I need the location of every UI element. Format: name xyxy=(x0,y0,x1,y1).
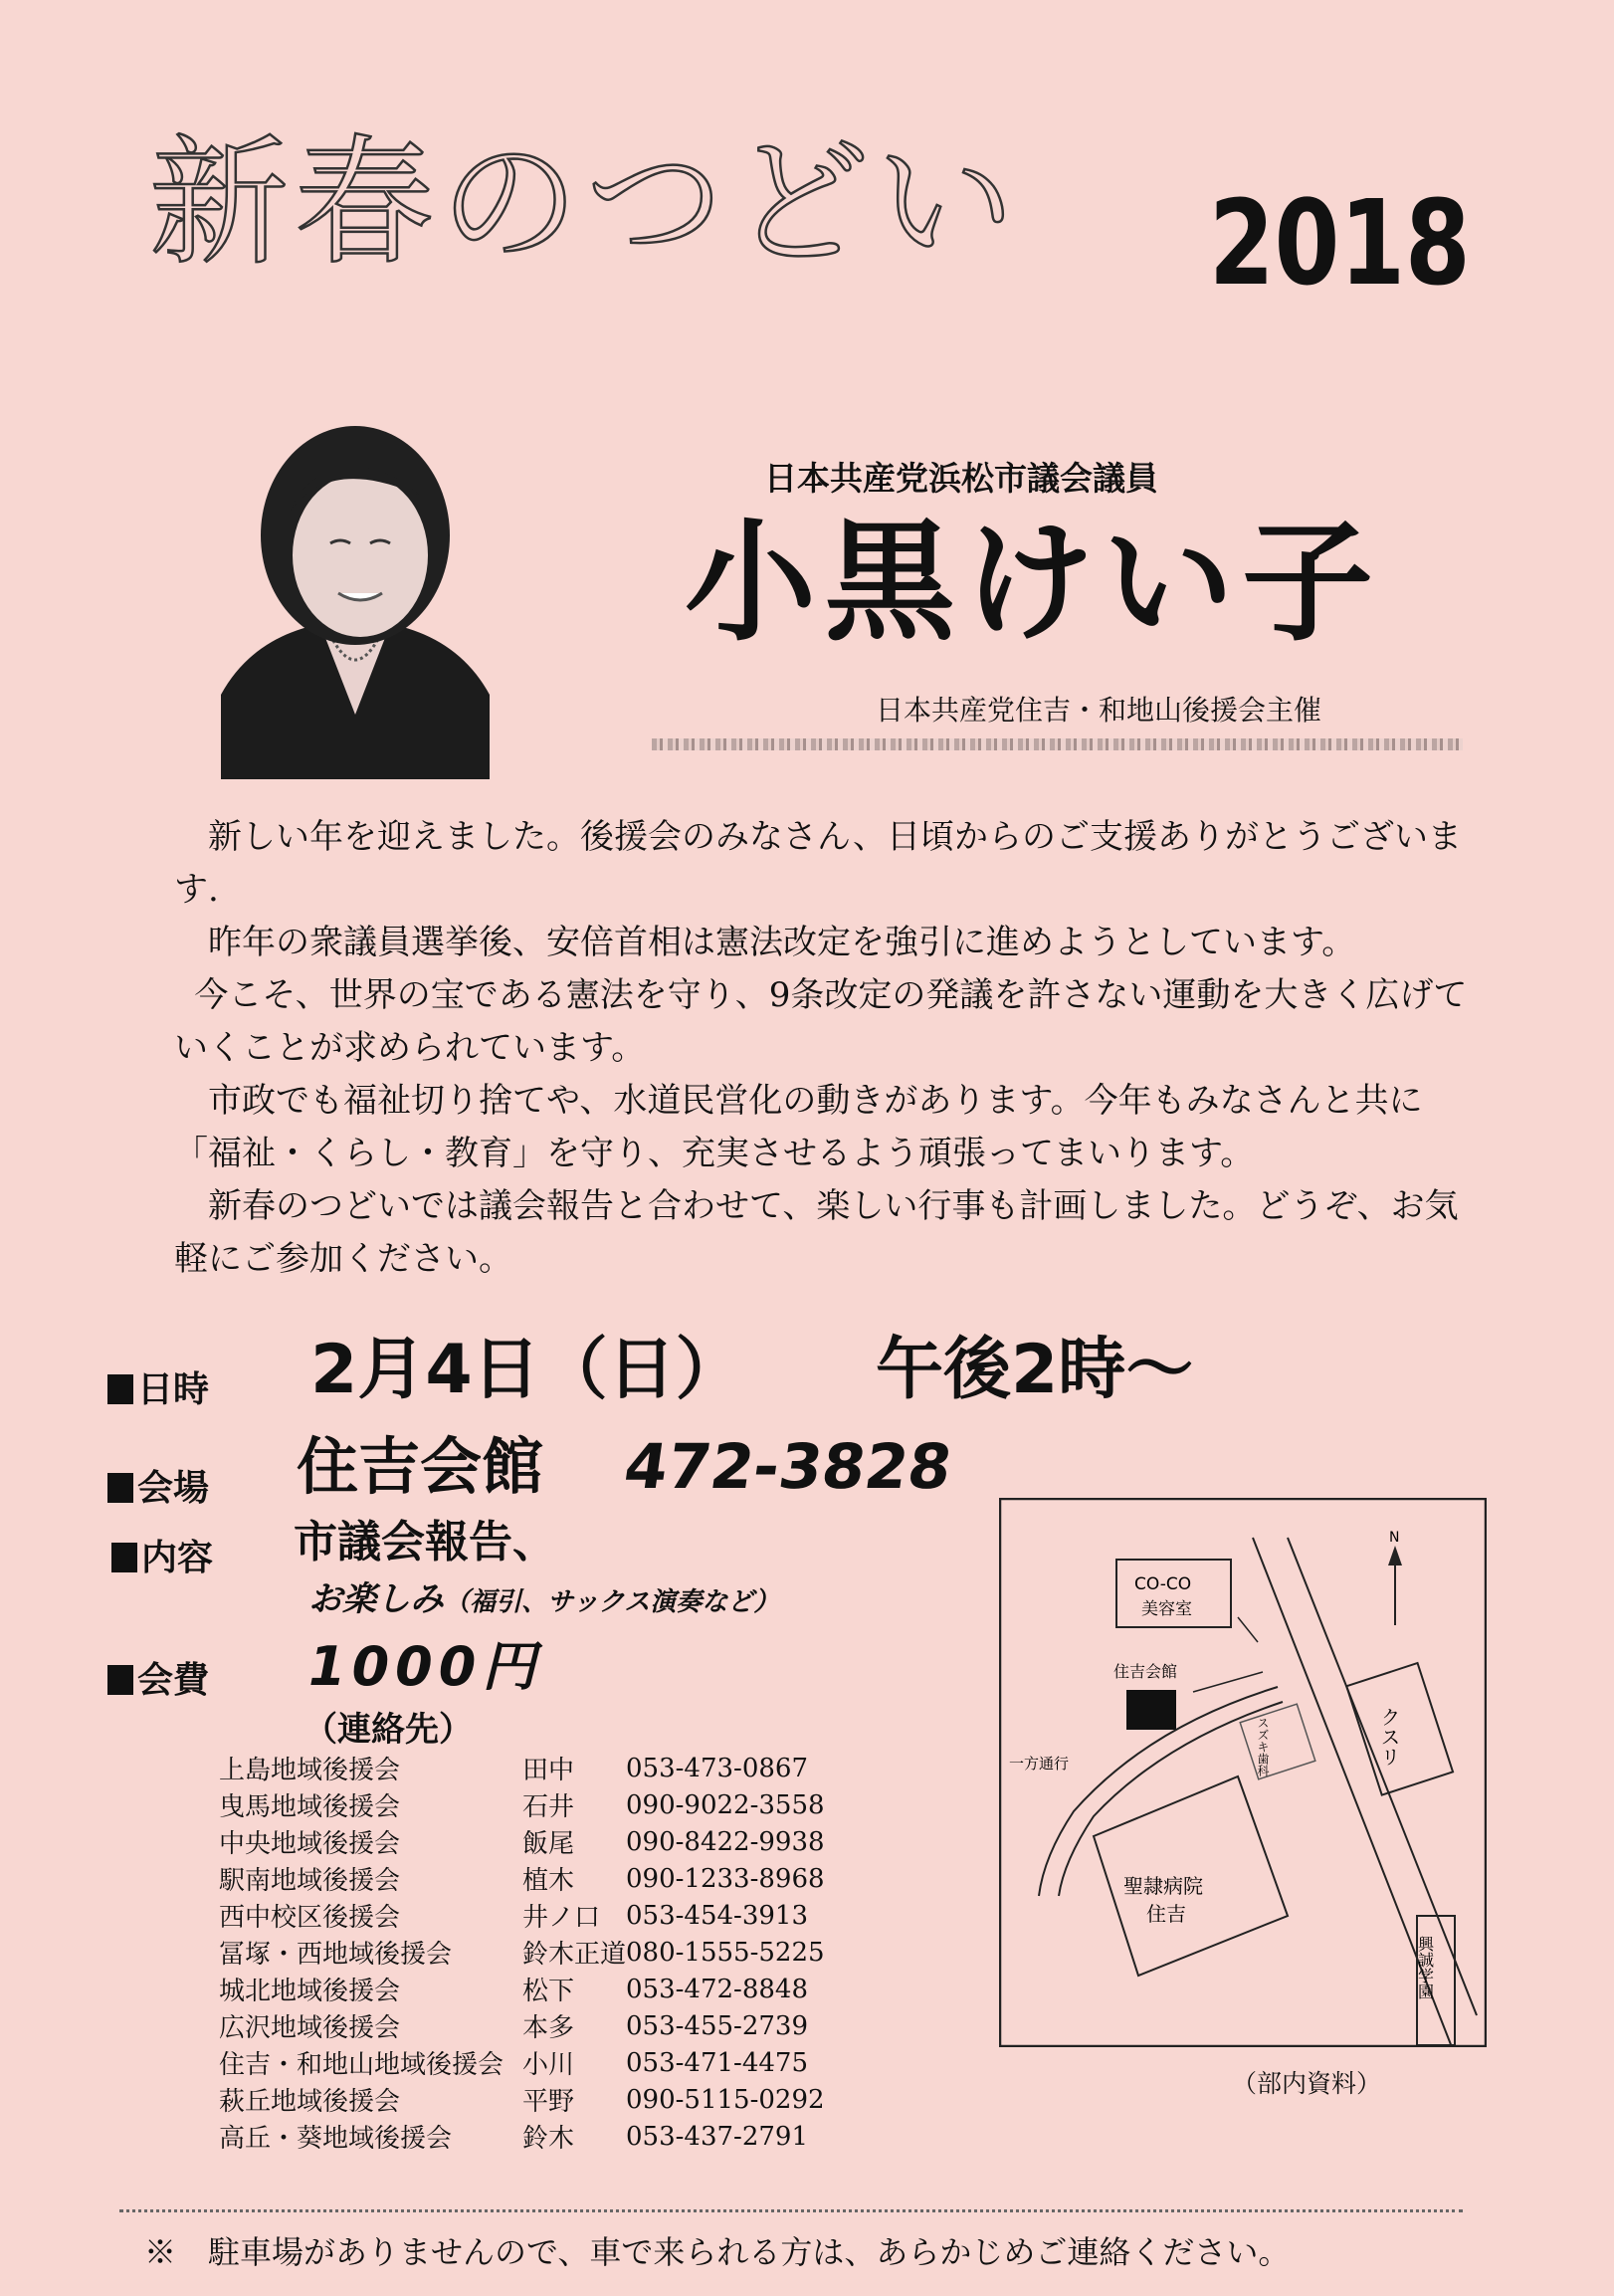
message-paragraph: 昨年の衆議員選挙後、安倍首相は憲法改定を強引に進めようとしています。 xyxy=(208,923,1356,962)
footer-divider xyxy=(119,2209,1463,2212)
time-value: 午後2時～ xyxy=(876,1331,1194,1409)
contact-phone: 080-1555-5225 xyxy=(626,1937,825,1968)
bullet-square-icon xyxy=(107,1665,133,1695)
content-fun: お楽しみ（福引、サックス演奏など） xyxy=(308,1579,780,1619)
contact-phone: 090-9022-3558 xyxy=(626,1789,825,1820)
venue-map xyxy=(999,1498,1487,2047)
map-drugstore: クスリ xyxy=(1377,1707,1401,1767)
map-one-way: 一方通行 xyxy=(1009,1755,1070,1773)
content-main: 市議会報告、 xyxy=(294,1517,556,1567)
contact-group: 萩丘地域後援会 xyxy=(219,2087,401,2117)
map-north: N xyxy=(1389,1530,1400,1546)
contact-person: 鈴木 xyxy=(522,2124,575,2154)
party-title: 日本共産党浜松市議会議員 xyxy=(764,459,1158,498)
contact-group: 駅南地域後援会 xyxy=(219,1866,401,1896)
contact-row xyxy=(219,2081,825,2118)
contact-row xyxy=(219,2118,825,2155)
contact-group: 曳馬地域後援会 xyxy=(219,1792,401,1822)
contact-row xyxy=(219,1750,825,1786)
candidate-photo xyxy=(221,386,490,779)
message-paragraph: 新しい年を迎えました。後援会のみなさん、日頃からのご支援ありがとうございます. xyxy=(174,817,1463,910)
venue-name: 住吉会館 xyxy=(297,1430,544,1503)
contact-row xyxy=(219,1934,825,1971)
contact-group: 広沢地域後援会 xyxy=(219,2013,401,2043)
candidate-name: 小黒けい子 xyxy=(685,507,1381,660)
map-dental: スズキ歯科 xyxy=(1256,1717,1270,1776)
contact-group: 上島地域後援会 xyxy=(219,1756,401,1785)
map-note: （部内資料） xyxy=(1232,2069,1382,2098)
contact-phone: 090-1233-8968 xyxy=(626,1863,825,1894)
message-paragraph: 今こそ、世界の宝である憲法を守り、9条改定の発議を許さない運動を大きく広げていくことが求められています。 xyxy=(174,975,1468,1068)
content-label: 内容 xyxy=(111,1530,213,1580)
map-hall: 住吉会館 xyxy=(1113,1662,1178,1681)
contact-row xyxy=(219,1823,825,1860)
contact-person: 井ノ口 xyxy=(522,1903,601,1933)
event-year: 2018 xyxy=(1209,174,1471,312)
venue-label: 会場 xyxy=(107,1460,209,1511)
fee-value: 1000円 xyxy=(308,1635,542,1698)
contact-person: 飯尾 xyxy=(522,1829,575,1859)
contact-group: 高丘・葵地域後援会 xyxy=(219,2124,453,2154)
message-paragraph: 市政でも福祉切り捨てや、水道民営化の動きがあります。今年もみなさんと共に「福祉・くらし・教育」を守り、充実させるよう頑張ってまいります。 xyxy=(174,1081,1423,1173)
contact-phone: 053-455-2739 xyxy=(626,2010,809,2041)
contact-row xyxy=(219,1897,825,1934)
contacts-heading: （連絡先） xyxy=(303,1710,473,1750)
contact-person: 小川 xyxy=(522,2050,575,2080)
map-salon-sub: 美容室 xyxy=(1141,1599,1192,1619)
contact-group: 中央地域後援会 xyxy=(219,1829,401,1859)
contact-person: 植木 xyxy=(522,1866,575,1896)
map-school: 興誠学園 xyxy=(1415,1936,1435,1999)
contact-person: 松下 xyxy=(522,1977,575,2006)
contact-person: 石井 xyxy=(522,1792,575,1822)
venue-phone: 472-3828 xyxy=(619,1430,956,1503)
contact-phone: 053-472-8848 xyxy=(626,1974,809,2004)
greeting-message xyxy=(174,811,1468,1286)
contact-row xyxy=(219,1860,825,1897)
contact-group: 城北地域後援会 xyxy=(219,1977,401,2006)
contacts-table xyxy=(219,1750,825,2155)
footer-note: ※ 駐車場がありませんので、車で来られる方は、あらかじめご連絡ください。 xyxy=(144,2233,1291,2271)
contact-person: 田中 xyxy=(522,1756,575,1785)
bullet-square-icon xyxy=(107,1374,133,1404)
contact-row xyxy=(219,2044,825,2081)
contact-row xyxy=(219,2007,825,2044)
map-salon: CO-CO xyxy=(1134,1574,1192,1594)
contact-phone: 053-473-0867 xyxy=(626,1753,809,1783)
divider xyxy=(652,738,1463,750)
contact-phone: 090-5115-0292 xyxy=(626,2084,825,2115)
date-value: 2月4日（日） xyxy=(310,1331,743,1409)
map-hospital: 聖隷病院 xyxy=(1123,1874,1203,1898)
contact-group: 西中校区後援会 xyxy=(219,1903,401,1933)
event-title: 新春のつどい xyxy=(149,122,1022,285)
contact-group: 住吉・和地山地域後援会 xyxy=(219,2050,504,2080)
contact-row xyxy=(219,1786,825,1823)
sponsor-line: 日本共産党住吉・和地山後援会主催 xyxy=(876,694,1322,727)
message-paragraph: 新春のつどいでは議会報告と合わせて、楽しい行事も計画しました。どうぞ、お気軽にご参加ください。 xyxy=(174,1186,1459,1279)
bullet-square-icon xyxy=(111,1543,137,1572)
fee-label: 会費 xyxy=(107,1652,209,1703)
contact-phone: 053-471-4475 xyxy=(626,2047,809,2078)
bullet-square-icon xyxy=(107,1473,133,1503)
contact-phone: 090-8422-9938 xyxy=(626,1826,825,1857)
contact-phone: 053-437-2791 xyxy=(626,2121,809,2152)
contact-person: 平野 xyxy=(522,2087,575,2117)
contact-phone: 053-454-3913 xyxy=(626,1900,809,1931)
contact-group: 冨塚・西地域後援会 xyxy=(219,1940,453,1970)
date-label: 日時 xyxy=(107,1361,209,1412)
contact-person: 鈴木正道 xyxy=(522,1940,627,1970)
contact-row xyxy=(219,1971,825,2007)
map-hospital-sub: 住吉 xyxy=(1146,1902,1186,1926)
contact-person: 本多 xyxy=(522,2013,575,2043)
